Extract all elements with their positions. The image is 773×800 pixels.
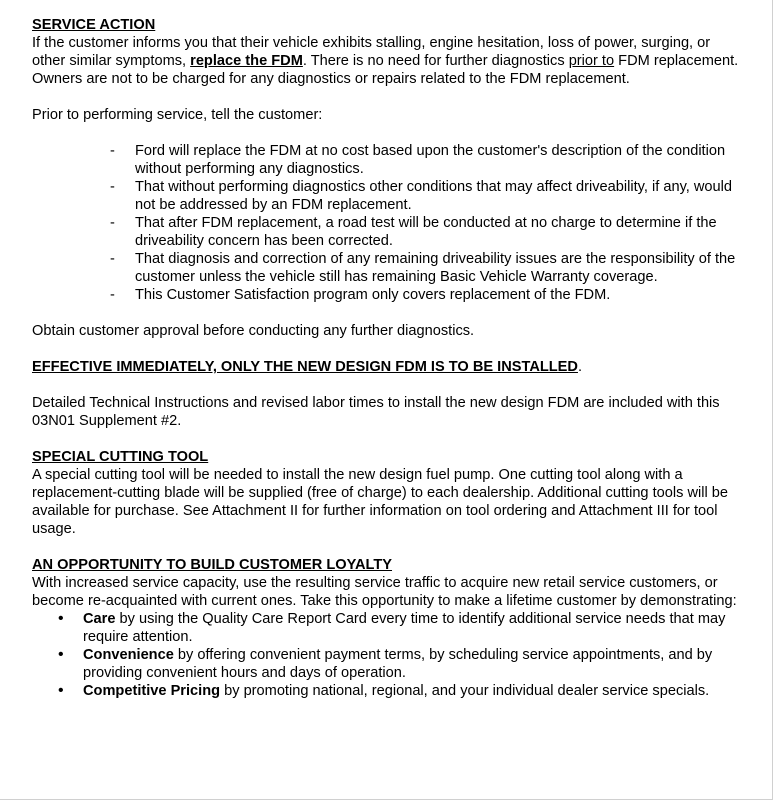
customer-notice-list	[32, 142, 744, 304]
list-item: - That without performing diagnostics other conditions that may affect driveability, if any, would not be addressed by an FDM replacement.	[110, 178, 744, 214]
cutting-tool-heading: SPECIAL CUTTING TOOL	[32, 449, 209, 465]
list-item-text: by offering convenient payment terms, by scheduling service appointments, and by providing convenient hours and days of operation.	[83, 647, 713, 681]
effective-heading-line	[32, 358, 744, 376]
loyalty-list	[32, 610, 744, 700]
list-item	[58, 646, 744, 682]
service-action-paragraph	[32, 34, 744, 88]
list-item-term: Competitive Pricing	[83, 683, 221, 699]
list-item-text: by promoting national, regional, and your individual dealer service specials.	[220, 683, 710, 699]
list-item: - This Customer Satisfaction program only covers replacement of the FDM.	[110, 286, 744, 304]
cutting-tool-text: A special cutting tool will be needed to install the new design fuel pump. One cutting tool along with a replacement-cutting blade will be supplied (free of charge) to each dealership. Additional cutting tools will be available for purchase. See Attachment II for further information on tool ordering and Attachment III for tool usage.	[32, 467, 729, 537]
paragraph-text: FDM replacement. Owners are not to be charged for any diagnostics or repairs related to the FDM replacement.	[32, 53, 739, 87]
list-item	[58, 610, 744, 646]
list-item	[58, 682, 744, 700]
list-item: - That diagnosis and correction of any remaining driveability issues are the responsibility of the customer unless the vehicle still has remaining Basic Vehicle Warranty coverage.	[110, 250, 744, 286]
list-item: - Ford will replace the FDM at no cost based upon the customer's description of the condition without performing any diagnostics.	[110, 142, 744, 178]
effective-text: Detailed Technical Instructions and revised labor times to install the new design FDM are included with this 03N01 Supplement #2.	[32, 395, 720, 429]
list-item-text: by using the Quality Care Report Card every time to identify additional service needs that may require attention.	[83, 611, 726, 645]
paragraph-text: . There is no need for further diagnostics	[302, 53, 569, 69]
approval-text: Obtain customer approval before conducting any further diagnostics.	[32, 323, 475, 339]
list-item-term: Care	[83, 611, 116, 627]
prior-to-emphasis: prior to	[568, 53, 615, 69]
replace-fdm-emphasis: replace the FDM	[190, 53, 303, 69]
loyalty-heading: AN OPPORTUNITY TO BUILD CUSTOMER LOYALTY	[32, 557, 393, 573]
heading-period: .	[577, 359, 583, 375]
list-item-term: Convenience	[83, 647, 174, 663]
service-intro: Prior to performing service, tell the customer:	[32, 107, 323, 123]
service-action-heading: SERVICE ACTION	[32, 17, 156, 33]
list-item: - That after FDM replacement, a road test will be conducted at no charge to determine if the driveability concern has been corrected.	[110, 214, 744, 250]
effective-heading: EFFECTIVE IMMEDIATELY, ONLY THE NEW DESIGN FDM IS TO BE INSTALLED	[32, 359, 578, 375]
paragraph-text: If the customer informs you that their vehicle exhibits stalling, engine hesitation, loss of power, surging, or other similar symptoms,	[32, 35, 711, 69]
loyalty-text: With increased service capacity, use the resulting service traffic to acquire new retail service customers, or become re-acquainted with current ones. Take this opportunity to make a lifetime customer by demonstrating:	[32, 575, 737, 609]
